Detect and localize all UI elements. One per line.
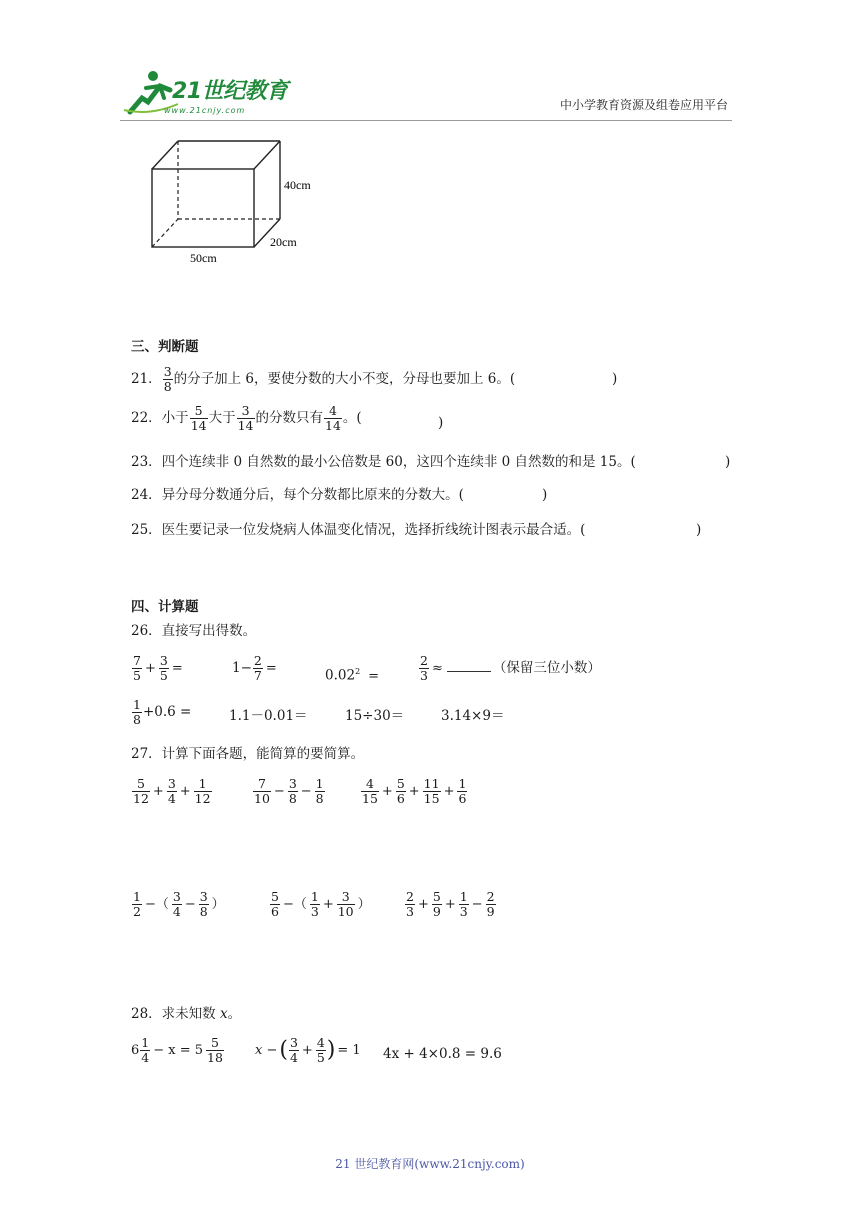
- q26-expr-d: $\frac{2}{3}$ ≈ （保留三位小数）: [420, 653, 601, 683]
- depth-label: 20cm: [270, 235, 297, 249]
- section-title-calculation: 四、计算题: [131, 599, 199, 615]
- q26-expr-c: $0.02^2$ =: [325, 667, 380, 684]
- width-label: 50cm: [190, 251, 217, 265]
- header-platform-text: 中小学教育资源及组卷应用平台: [559, 98, 728, 112]
- answer-bracket-21[interactable]: ): [612, 371, 618, 387]
- section-title-judgment: 三、判断题: [131, 339, 199, 355]
- question-24: 24．异分母分数通分后，每个分数都比原来的分数大。(: [131, 487, 464, 503]
- q27-expr-c: $\frac{4}{15}$ + $\frac{5}{6}$ + $\frac{11}{15}$ + $\frac{1}{6}$: [362, 776, 467, 806]
- answer-blank[interactable]: [447, 659, 491, 672]
- answer-bracket-23[interactable]: ): [725, 454, 731, 470]
- answer-bracket-22[interactable]: ): [438, 415, 444, 431]
- q28-equation-1: 6 $\frac{1}{4}$ − x = 5 $\frac{5}{18}$: [131, 1035, 223, 1065]
- question-25: 25．医生要记录一位发烧病人体温变化情况，选择折线统计图表示最合适。(: [131, 522, 586, 538]
- question-27-label: 27．计算下面各题，能简算的要简算。: [131, 746, 365, 762]
- q26-expr-g: 15÷30＝: [345, 708, 405, 724]
- answer-bracket-25[interactable]: ): [696, 522, 702, 538]
- q27-expr-f: $\frac{2}{3}$ + $\frac{5}{9}$ + $\frac{1}{3}$ − $\frac{2}{9}$: [406, 889, 495, 919]
- question-21: 21． $\frac{3}{8}$ 的分子加上 6，要使分数的大小不变，分母也要加上 6。(: [131, 364, 516, 394]
- question-26-label: 26．直接写出得数。: [131, 623, 257, 639]
- q26-expr-a: $\frac{7}{5}$ + $\frac{3}{5}$ =: [133, 653, 183, 683]
- q27-expr-b: $\frac{7}{10}$ − $\frac{3}{8}$ − $\frac{1}{8}$: [254, 776, 324, 806]
- q27-expr-d: $\frac{1}{2}$ −（ $\frac{3}{4}$ − $\frac{3}{8}$ ）: [133, 889, 225, 919]
- header-divider: [120, 120, 732, 121]
- q27-expr-a: $\frac{5}{12}$ + $\frac{3}{4}$ + $\frac{1}{12}$: [133, 776, 211, 806]
- q26-expr-f: 1.1－0.01＝: [229, 708, 308, 724]
- q26-expr-h: 3.14×9＝: [441, 708, 505, 724]
- logo: [120, 68, 290, 118]
- answer-bracket-24[interactable]: ): [542, 487, 548, 503]
- q26-expr-e: $\frac{1}{8}$ +0.6 =: [133, 697, 192, 727]
- footer-source: 21 世纪教育网(www.21cnjy.com): [335, 1157, 525, 1171]
- q26-expr-b: 1− $\frac{2}{7}$ =: [232, 653, 277, 683]
- question-22: 22．小于 $\frac{5}{14}$ 大于 $\frac{3}{14}$ 的分数只有 $\frac{4}{14}$ 。(: [131, 403, 362, 433]
- q28-equation-2: x −( $\frac{3}{4}$ + $\frac{4}{5}$ ) = 1: [255, 1035, 361, 1065]
- logo-url: www.21cnjy.com: [164, 106, 246, 115]
- q28-equation-3: 4x + 4×0.8 = 9.6: [383, 1046, 502, 1062]
- cuboid-figure: [140, 135, 340, 270]
- question-23: 23．四个连续非 0 自然数的最小公倍数是 60，这四个连续非 0 自然数的和是 15。(: [131, 454, 636, 470]
- question-28-label: 28．求未知数 x。: [131, 1006, 242, 1022]
- logo-text: 21世纪教育: [172, 79, 288, 104]
- cuboid-front-face: [152, 169, 254, 247]
- height-label: 40cm: [284, 178, 311, 192]
- q27-expr-e: $\frac{5}{6}$ −（ $\frac{1}{3}$ + $\frac{3}{10}$ ）: [271, 889, 371, 919]
